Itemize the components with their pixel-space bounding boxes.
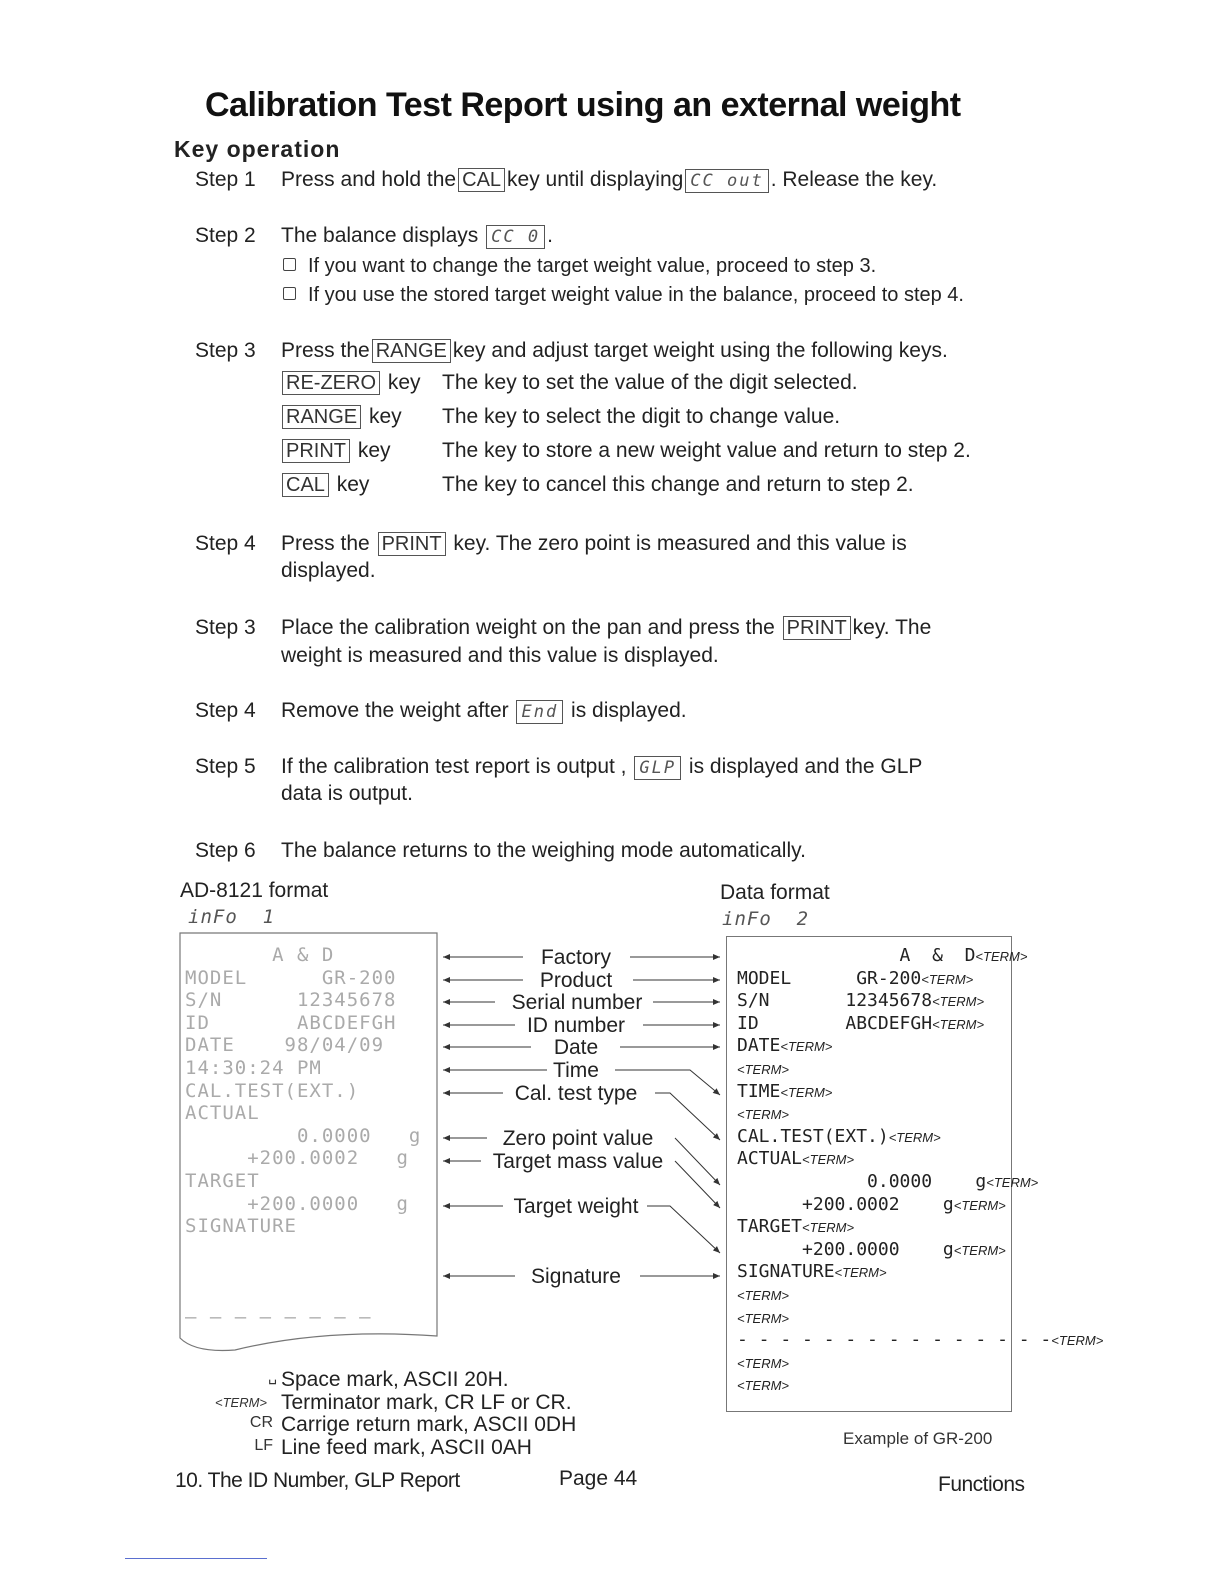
terminator-mark: <TERM> bbox=[953, 1197, 1006, 1213]
step-label: Step 1 bbox=[195, 168, 256, 191]
key-word: key bbox=[336, 473, 370, 496]
step-text: Place the calibration weight on the pan and press the bbox=[281, 616, 775, 639]
printout-line: S/N 12345678 bbox=[185, 989, 397, 1012]
step-3b-text bbox=[281, 616, 931, 640]
label-factory: Factory bbox=[540, 946, 611, 969]
step-label: Step 4 bbox=[195, 699, 256, 722]
data-info-lcd: inFo 2 bbox=[722, 908, 810, 930]
cal-key: CAL bbox=[282, 473, 329, 497]
data-line bbox=[737, 1216, 1103, 1239]
bullet-item bbox=[283, 255, 876, 278]
step-text: The balance displays bbox=[281, 224, 479, 247]
data-line bbox=[737, 1329, 1103, 1352]
range-key: RANGE bbox=[372, 339, 451, 363]
step-6-text: The balance returns to the weighing mode automatically. bbox=[281, 839, 806, 862]
step-text: key. The zero point is measured and this value is bbox=[453, 532, 907, 555]
data-line-text: CAL.TEST(EXT.) bbox=[737, 1125, 889, 1147]
step-label: Step 5 bbox=[195, 755, 256, 778]
data-line bbox=[737, 1239, 1103, 1262]
printout-line bbox=[185, 1283, 421, 1306]
lcd-display: CC out bbox=[685, 169, 768, 193]
terminator-mark: <TERM> bbox=[975, 949, 1028, 964]
label-product: Product bbox=[539, 969, 613, 992]
step-text: is displayed. bbox=[571, 699, 687, 722]
print-key: PRINT bbox=[378, 532, 446, 556]
printout-line: ID ABCDEFGH bbox=[185, 1011, 397, 1034]
terminator-mark: <TERM> bbox=[802, 1152, 855, 1168]
data-line bbox=[737, 1284, 1103, 1307]
terminator-mark: <TERM> bbox=[932, 994, 985, 1010]
step-label: Step 3 bbox=[195, 616, 256, 639]
terminator-mark: <TERM> bbox=[737, 1355, 790, 1371]
data-line-text: A & D bbox=[737, 945, 976, 966]
terminator-mark: <TERM> bbox=[1051, 1333, 1104, 1349]
data-line bbox=[737, 1058, 1103, 1081]
terminator-mark: <TERM> bbox=[953, 1242, 1006, 1258]
data-line bbox=[737, 1194, 1103, 1217]
data-line bbox=[737, 1013, 1103, 1036]
step-text: If the calibration test report is output , bbox=[281, 755, 627, 778]
printout-line: DATE 98/04/09 bbox=[185, 1034, 385, 1057]
footer-section: 10. The ID Number, GLP Report bbox=[175, 1469, 460, 1492]
printout-line: TARGET bbox=[185, 1169, 260, 1192]
data-line-text: TIME bbox=[737, 1080, 781, 1102]
step-4b-text bbox=[281, 699, 687, 724]
step-text: key until displaying bbox=[507, 168, 684, 191]
step-5-text bbox=[281, 755, 922, 780]
print-key: PRINT bbox=[783, 616, 851, 640]
step-text-line2: weight is measured and this value is displayed. bbox=[281, 644, 719, 667]
step-text: key and adjust target weight using the following keys. bbox=[452, 339, 948, 362]
terminator-mark: <TERM> bbox=[780, 1084, 833, 1100]
checkbox-icon bbox=[283, 258, 296, 271]
data-line bbox=[737, 990, 1103, 1013]
data-line bbox=[737, 1103, 1103, 1126]
key-description: The key to set the value of the digit selected. bbox=[442, 371, 858, 394]
printout-line: +200.0002 g bbox=[185, 1147, 409, 1170]
step-2-text bbox=[281, 224, 553, 249]
step-text: Press and hold the bbox=[281, 168, 457, 191]
terminator-mark: <TERM> bbox=[802, 1220, 855, 1236]
data-line-text: MODEL GR-200 bbox=[737, 967, 922, 989]
terminator-mark: <TERM> bbox=[737, 1061, 790, 1077]
footer-chapter: Functions bbox=[938, 1473, 1025, 1496]
printout-line bbox=[185, 1260, 421, 1283]
step-text: Press the bbox=[281, 532, 370, 555]
printout-line bbox=[185, 1238, 421, 1261]
data-printout bbox=[737, 945, 1103, 1397]
legend-text: Line feed mark, ASCII 0AH bbox=[281, 1436, 532, 1459]
terminator-mark: <TERM> bbox=[737, 1287, 790, 1303]
key-description: The key to store a new weight value and return to step 2. bbox=[442, 439, 971, 462]
data-line bbox=[737, 1126, 1103, 1149]
label-cal-test-type: Cal. test type bbox=[514, 1082, 638, 1105]
legend-text: Terminator mark, CR LF or CR. bbox=[281, 1391, 572, 1414]
data-line-text: SIGNATURE bbox=[737, 1261, 835, 1283]
step-1-text bbox=[281, 168, 937, 193]
data-line-text: +200.0000 g bbox=[737, 1238, 954, 1260]
printout-line: MODEL GR-200 bbox=[185, 966, 397, 989]
section-heading: Key operation bbox=[174, 136, 341, 162]
bullet-text: If you want to change the target weight value, proceed to step 3. bbox=[308, 255, 877, 277]
printout-line: 0.0000 g bbox=[185, 1124, 422, 1147]
data-line bbox=[737, 1148, 1103, 1171]
step-text: is displayed and the GLP bbox=[688, 755, 923, 778]
key-row bbox=[280, 405, 402, 429]
space-mark-icon: ␣ bbox=[268, 1368, 277, 1384]
data-line-text: 0.0000 g bbox=[737, 1170, 987, 1192]
lcd-display: End bbox=[516, 700, 563, 724]
data-format-heading: Data format bbox=[720, 881, 830, 904]
label-id-number: ID number bbox=[526, 1014, 626, 1037]
printout-line: +200.0000 g bbox=[185, 1192, 409, 1215]
ad-format-heading: AD-8121 format bbox=[180, 879, 329, 902]
printout-line: 14:30:24 PM bbox=[185, 1056, 322, 1079]
data-line bbox=[737, 1171, 1103, 1194]
key-row bbox=[280, 371, 421, 395]
data-line-text: TARGET bbox=[737, 1216, 803, 1238]
label-date: Date bbox=[553, 1036, 599, 1059]
step-text-line2: data is output. bbox=[281, 782, 413, 805]
legend-symbol: LF bbox=[254, 1437, 273, 1454]
key-row bbox=[280, 473, 369, 497]
data-line bbox=[737, 1261, 1103, 1284]
lcd-display: GLP bbox=[634, 756, 681, 780]
key-word: key bbox=[357, 439, 391, 462]
data-line bbox=[737, 1307, 1103, 1330]
data-line-text: DATE bbox=[737, 1035, 781, 1057]
step-3-text bbox=[281, 339, 948, 363]
terminator-mark: <TERM> bbox=[888, 1129, 941, 1145]
data-line-text: ID ABCDEFGH bbox=[737, 1012, 933, 1034]
step-text: key. The bbox=[852, 616, 932, 639]
label-zero-point-value: Zero point value bbox=[502, 1127, 654, 1150]
bullet-text: If you use the stored target weight value in the balance, proceed to step 4. bbox=[308, 284, 964, 306]
data-line bbox=[737, 968, 1103, 991]
step-text: . Release the key. bbox=[770, 168, 938, 191]
label-time: Time bbox=[553, 1059, 599, 1082]
terminator-mark: <TERM> bbox=[737, 1310, 790, 1326]
legend-symbol: <TERM> bbox=[214, 1395, 267, 1410]
label-target-mass-value: Target mass value bbox=[492, 1150, 664, 1173]
terminator-mark: <TERM> bbox=[921, 971, 974, 987]
step-text-line2: displayed. bbox=[281, 559, 376, 582]
checkbox-icon bbox=[283, 287, 296, 300]
key-word: key bbox=[368, 405, 402, 428]
label-signature: Signature bbox=[531, 1265, 621, 1288]
terminator-mark: <TERM> bbox=[834, 1265, 887, 1281]
terminator-mark: <TERM> bbox=[932, 1016, 985, 1032]
label-target-weight: Target weight bbox=[513, 1195, 639, 1218]
data-line-text: S/N 12345678 bbox=[737, 990, 933, 1012]
printout-line: CAL.TEST(EXT.) bbox=[185, 1079, 360, 1102]
key-description: The key to cancel this change and return to step 2. bbox=[442, 473, 914, 496]
printout-line: SIGNATURE bbox=[185, 1215, 297, 1238]
key-row bbox=[280, 439, 391, 463]
step-label: Step 2 bbox=[195, 224, 256, 247]
printout-line: A & D bbox=[185, 944, 335, 966]
terminator-mark: <TERM> bbox=[986, 1174, 1039, 1190]
ad-info-lcd: inFo 1 bbox=[188, 906, 276, 928]
range-key: RANGE bbox=[282, 405, 361, 429]
data-line bbox=[737, 1352, 1103, 1375]
page-title: Calibration Test Report using an external weight bbox=[205, 86, 961, 124]
printout-line: ACTUAL bbox=[185, 1102, 260, 1125]
ad-printout bbox=[185, 944, 421, 1328]
data-line-text: +200.0002 g bbox=[737, 1193, 954, 1215]
print-key: PRINT bbox=[282, 439, 350, 463]
data-line bbox=[737, 1035, 1103, 1058]
step-label: Step 4 bbox=[195, 532, 256, 555]
data-line bbox=[737, 945, 1103, 968]
step-text: Press the bbox=[281, 339, 370, 362]
divider bbox=[125, 1558, 267, 1559]
lcd-display: CC 0 bbox=[486, 225, 545, 249]
re-zero-key: RE-ZERO bbox=[282, 371, 380, 395]
terminator-mark: <TERM> bbox=[737, 1378, 790, 1394]
bullet-item bbox=[283, 284, 964, 307]
page-number: Page 44 bbox=[559, 1467, 638, 1490]
step-text: Remove the weight after bbox=[281, 699, 509, 722]
data-line bbox=[737, 1081, 1103, 1104]
step-label: Step 3 bbox=[195, 339, 256, 362]
terminator-mark: <TERM> bbox=[737, 1107, 790, 1123]
key-description: The key to select the digit to change value. bbox=[442, 405, 841, 428]
legend-text: Carrige return mark, ASCII 0DH bbox=[281, 1413, 577, 1436]
legend-symbol: CR bbox=[249, 1414, 273, 1431]
cal-key: CAL bbox=[458, 168, 505, 192]
terminator-mark: <TERM> bbox=[780, 1039, 833, 1055]
legend-text: Space mark, ASCII 20H. bbox=[281, 1368, 509, 1391]
data-line bbox=[737, 1374, 1103, 1397]
label-serial-number: Serial number bbox=[511, 991, 643, 1014]
printout-line: — — — — — — — — bbox=[185, 1305, 372, 1328]
example-caption: Example of GR-200 bbox=[843, 1429, 993, 1448]
data-line-text: ACTUAL bbox=[737, 1148, 803, 1170]
key-word: key bbox=[387, 371, 421, 394]
step-label: Step 6 bbox=[195, 839, 256, 862]
data-line-text: - - - - - - - - - - - - - - - bbox=[737, 1329, 1052, 1351]
step-4-text bbox=[281, 532, 907, 556]
step-text: . bbox=[547, 224, 553, 247]
